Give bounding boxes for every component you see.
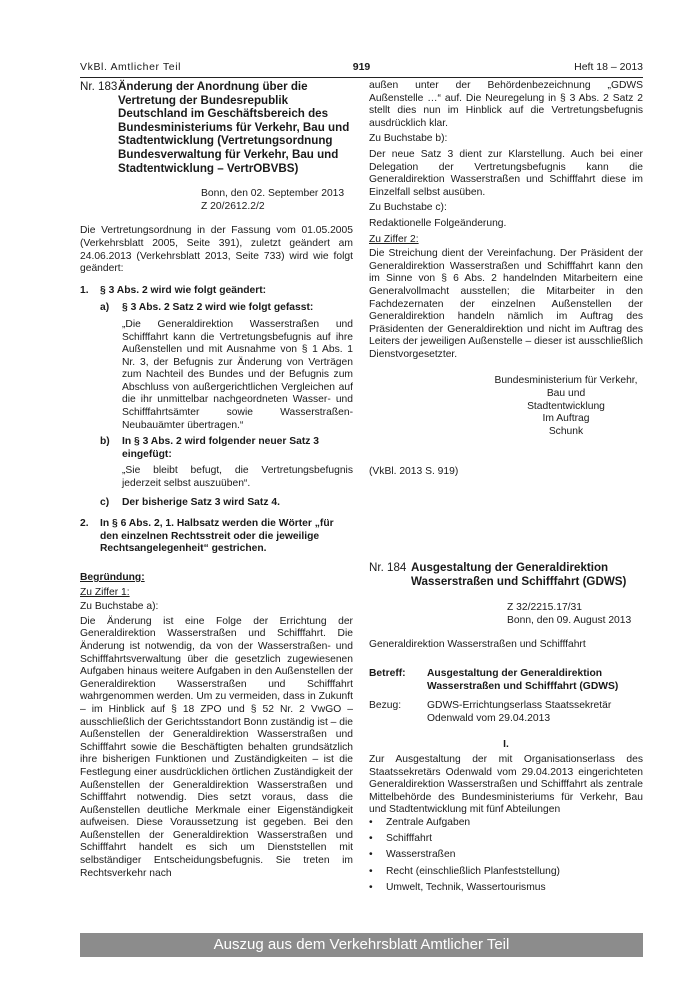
list-item: • Recht (einschließlich Planfeststellung) xyxy=(369,865,560,877)
signature-block: Bundesministerium für Verkehr, Bau und Stadtentwicklung Im Auftrag Schunk xyxy=(494,375,638,437)
justification-heading: Begründung: xyxy=(80,572,145,583)
change-item-b: b) In § 3 Abs. 2 wird folgender neuer Satz 3 eingefügt: xyxy=(100,436,320,460)
nr-184-heading xyxy=(369,561,643,588)
change-item-1: 1. § 3 Abs. 2 wird wie folgt geändert: xyxy=(80,284,267,296)
zu-buchstabe-c: Zu Buchstabe c): xyxy=(369,202,447,214)
nr-184-title: Ausgestaltung der Generaldirektion Wasserstraßen und Schifffahrt (GDWS) xyxy=(411,561,627,588)
nr-184-number: Nr. 184 xyxy=(369,561,407,575)
citation: (VkBl. 2013 S. 919) xyxy=(369,466,459,478)
nr-184-paragraph: Zur Ausgestaltung der mit Organisationserlass des Staatssekretärs Odenwald vom 29.04.2013 eingerichteten Generaldirektion Wasserstraßen und Schifffahrt als zentrale Mittelbehörde des Bundesministeriums für Verkehr, Bau und Stadtentwicklung mit fünf Abteilungen xyxy=(369,753,643,816)
zu-ziffer-1: Zu Ziffer 1: xyxy=(80,586,130,598)
change-item-a: a) § 3 Abs. 2 Satz 2 wird wie folgt gefasst: xyxy=(100,302,314,314)
change-item-a-quote: „Die Generaldirektion Wasserstraßen und Schifffahrt kann die Vertretungsbefugnis auf ihre Außenstellen und mit Ausnahme von § 1 Abs. 1 Nr. 3, der Befugnis zur Änderung von Verträgen zum Nachteil des Bundes und der Befugnis zum Abschluss von außergerichtlichen Vergleichen auf die ihr unmittelbar nachgeordneten Wasser- und Schifffahrtsämter sowie Wasserstraßen-Neubauämter übertragen.“ xyxy=(122,318,353,431)
footer-banner: Auszug aus dem Verkehrsblatt Amtlicher Teil xyxy=(80,933,643,957)
nr-184-addressee: Generaldirektion Wasserstraßen und Schifffahrt xyxy=(369,639,586,651)
list-item: • Umwelt, Technik, Wassertourismus xyxy=(369,881,546,893)
department-list xyxy=(369,817,643,898)
justification-a-continued: außen unter der Behördenbezeichnung „GDWS Außenstelle …“ auf. Die Neuregelung in § 3 Abs. 2 Satz 2 stellt dies nun im Hinblick auf die Vertretungsbefugnis ausdrücklich klar. xyxy=(369,80,643,129)
betreff-row: Betreff: Ausgestaltung der Generaldirektion Wasserstraßen und Schifffahrt (GDWS) xyxy=(369,668,619,692)
nr-184-reference: Z 32/2215.17/31 xyxy=(507,602,582,614)
change-item-2: 2. In § 6 Abs. 2, 1. Halbsatz werden die Wörter „für den einzelnen Rechtsstreit oder die jeweilige Rechtsangelegenheit“ gestrichen. xyxy=(80,518,334,555)
nr-183-title: Änderung der Anordnung über die Vertretung der Bundesrepublik Deutschland im Geschäftsbereich des Bundesministeriums für Verkehr, Bau und Stadtentwicklung (Vertretungsordnung Bundesverwaltung für Verkehr, Bau und Stadtentwicklung – VertrOBVBS) xyxy=(118,80,350,175)
justification-a-text: Die Änderung ist eine Folge der Errichtung der Generaldirektion Wasserstraßen und Schifffahrt. Die Änderung ist notwendig, da von der Wasserstraßen- und Schifffahrtsverwaltung über die gesetzlich zugewiesenen Aufgaben hinaus weitere Aufgaben in den Außenstellen der Generaldirektion Wasserstraßen und Schifffahrt wahrgenommen werden. Um zu vermeiden, dass in Zukunft – im Hinblick auf § 18 ZPO und § 52 Nr. 2 VwGO – ausschließlich der Gerichtsstandort Bonn zuständig ist – die Außenstellen der Generaldirektion Wasserstraßen und Schifffahrt sowie die Beschäftigten behalten grundsätzlich ihre bisherigen Funktionen und Zuständigkeiten – ist die Festlegung einer ausdrücklichen örtlichen Zuständigkeit der Außenstellen der Generaldirektion Wasserstraßen und Schifffahrt notwendig. Dies setzt voraus, dass die Außenstellen deutliche Merkmale einer Eigenständigkeit aufweisen. Diese Voraussetzung ist gegeben. Bei den Außenstellen der Generaldirektion Wasserstraßen und Schifffahrt handelt es sich um Dienststellen mit selbständiger Entscheidungsbefugnis. Sie treten im Rechtsverkehr nach xyxy=(80,615,354,879)
justification-z2-text: Die Streichung dient der Vereinfachung. Der Präsident der Generaldirektion Wasserstraßen und Schifffahrt kann den im Sinne von § 6 Abs. 2 handelnden Mitarbeitern eine Generalvollmacht ausstellen; die Mitarbeiter in den Fachdezernaten der einzelnen Außenstellen der Generaldirektion handeln nämlich im Auftrag des Präsidenten der Generaldirektion und nicht im Auftrag des Leiters der jeweiligen Außenstelle – dieser ist ausschließlich Dienstvorgesetzter. xyxy=(369,248,643,360)
bezug-row: Bezug: GDWS-Errichtungserlass Staatssekretär Odenwald vom 29.04.2013 xyxy=(369,700,612,724)
page-number: 919 xyxy=(352,61,371,73)
right-column xyxy=(369,80,643,898)
list-item: • Schifffahrt xyxy=(369,833,432,845)
nr-183-heading xyxy=(80,80,353,175)
zu-ziffer-2: Zu Ziffer 2: xyxy=(369,233,419,245)
justification-b-text: Der neue Satz 3 dient zur Klarstellung. Auch bei einer Delegation der Vertretungsbefugnis kann die Generaldirektion Wasserstraßen und Schifffahrt diese im Einzelfall selbst ausüben. xyxy=(369,148,643,198)
list-item: • Zentrale Aufgaben xyxy=(369,816,471,828)
zu-buchstabe-b: Zu Buchstabe b): xyxy=(369,133,448,145)
section-roman-i: I. xyxy=(503,739,509,751)
list-item: • Wasserstraßen xyxy=(369,849,456,861)
change-item-b-quote: „Sie bleibt befugt, die Vertretungsbefugnis jederzeit selbst auszuüben“. xyxy=(122,465,353,490)
nr-184-place-date: Bonn, den 09. August 2013 xyxy=(507,614,632,626)
justification-c-text: Redaktionelle Folgeänderung. xyxy=(369,217,507,229)
left-column xyxy=(80,80,353,880)
journal-name: VkBl. Amtlicher Teil xyxy=(80,61,182,73)
header-rule xyxy=(80,77,643,78)
running-header xyxy=(80,61,643,77)
issue-number: Heft 18 – 2013 xyxy=(574,61,643,73)
zu-buchstabe-a: Zu Buchstabe a): xyxy=(80,601,159,613)
nr-183-intro: Die Vertretungsordnung in der Fassung vom 01.05.2005 (Verkehrsblatt 2005, Seite 391), zuletzt geändert am 24.06.2013 (Verkehrsblatt 2013, Seite 733) wird wie folgt geändert: xyxy=(80,225,353,275)
nr-183-place-date: Bonn, den 02. September 2013 xyxy=(201,188,345,200)
nr-183-number: Nr. 183 xyxy=(80,80,118,93)
nr-183-reference: Z 20/2612.2/2 xyxy=(201,200,265,212)
change-item-c: c) Der bisherige Satz 3 wird Satz 4. xyxy=(100,496,280,508)
